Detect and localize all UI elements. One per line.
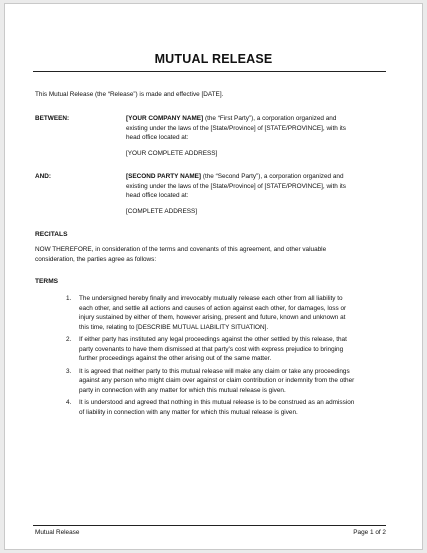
term-2-line-2: party covenants to have them dismissed at that party’s cost with express prejudice to bringing	[79, 345, 344, 353]
first-party-desc-2: existing under the laws of the [State/Province] of [STATE/PROVINCE], with its	[126, 124, 346, 132]
recitals-heading: RECITALS	[35, 231, 68, 238]
recitals-line-2: consideration, the parties agree as follows:	[35, 255, 157, 263]
term-1-number: 1.	[66, 295, 72, 302]
second-party-line-1	[126, 172, 344, 181]
term-2-number: 2.	[66, 336, 72, 343]
between-label: BETWEEN:	[35, 115, 70, 122]
term-2-line-3: further proceedings against the other arising out of the same matter.	[79, 355, 272, 362]
and-label: AND:	[35, 173, 51, 180]
term-3-line-2: against any person who might claim over against or claim contribution or indemnity from the other	[79, 377, 355, 384]
first-party-line-1	[126, 114, 336, 123]
term-2-line-1: If either party has instituted any legal proceedings against the other settled by this release, that	[79, 336, 347, 343]
first-party-desc-1: (the “First Party”), a corporation organized and	[203, 115, 337, 122]
first-party-desc-3: head office located at:	[126, 134, 189, 141]
footer-page-number: Page 1 of 2	[353, 529, 386, 536]
footer-left: Mutual Release	[35, 529, 80, 536]
first-party-address: [YOUR COMPLETE ADDRESS]	[126, 150, 218, 157]
term-3-line-3: party in connection with any matter for which this mutual release is given.	[79, 386, 286, 394]
recitals-line-1: NOW THEREFORE, in consideration of the terms and covenants of this agreement, and other valuable	[35, 246, 327, 253]
term-1-line-3: injury sustained by either of them, however arising, present and future, known and unknown at	[79, 314, 346, 321]
document-title: MUTUAL RELEASE	[154, 52, 273, 66]
title-divider	[33, 71, 386, 72]
term-3-line-1: It is agreed that neither party to this mutual release will make any claim or take any proceedings	[79, 367, 350, 375]
document-page	[4, 3, 423, 550]
second-party-name: [SECOND PARTY NAME]	[126, 173, 202, 180]
term-1-line-1: The undersigned hereby finally and irrevocably mutually release each other from all liability to	[79, 295, 343, 302]
term-4-line-2: of liability in connection with any matter for which this mutual release is given.	[79, 408, 298, 416]
footer-divider	[33, 525, 386, 526]
second-party-address: [COMPLETE ADDRESS]	[126, 208, 198, 215]
term-3-number: 3.	[66, 367, 72, 375]
term-1-line-4: this time, relating to [DESCRIBE MUTUAL LIABILITY SITUATION].	[79, 323, 269, 331]
term-1-line-2: each other, and settle all actions and causes of action against each other, for damages, loss or	[79, 304, 347, 312]
second-party-desc-1: (the “Second Party”), a corporation organized and	[201, 173, 344, 180]
term-4-number: 4.	[66, 399, 72, 406]
second-party-desc-2: existing under the laws of the [State/Province] of [STATE/PROVINCE], with its	[126, 182, 346, 190]
intro-text: This Mutual Release (the “Release”) is made and effective [DATE].	[35, 91, 224, 98]
second-party-desc-3: head office located at:	[126, 192, 189, 199]
term-4-line-1: It is understood and agreed that nothing in this mutual release is to be construed as an admission	[79, 399, 355, 406]
terms-heading: TERMS	[35, 278, 59, 285]
first-party-name: [YOUR COMPANY NAME]	[126, 115, 204, 122]
